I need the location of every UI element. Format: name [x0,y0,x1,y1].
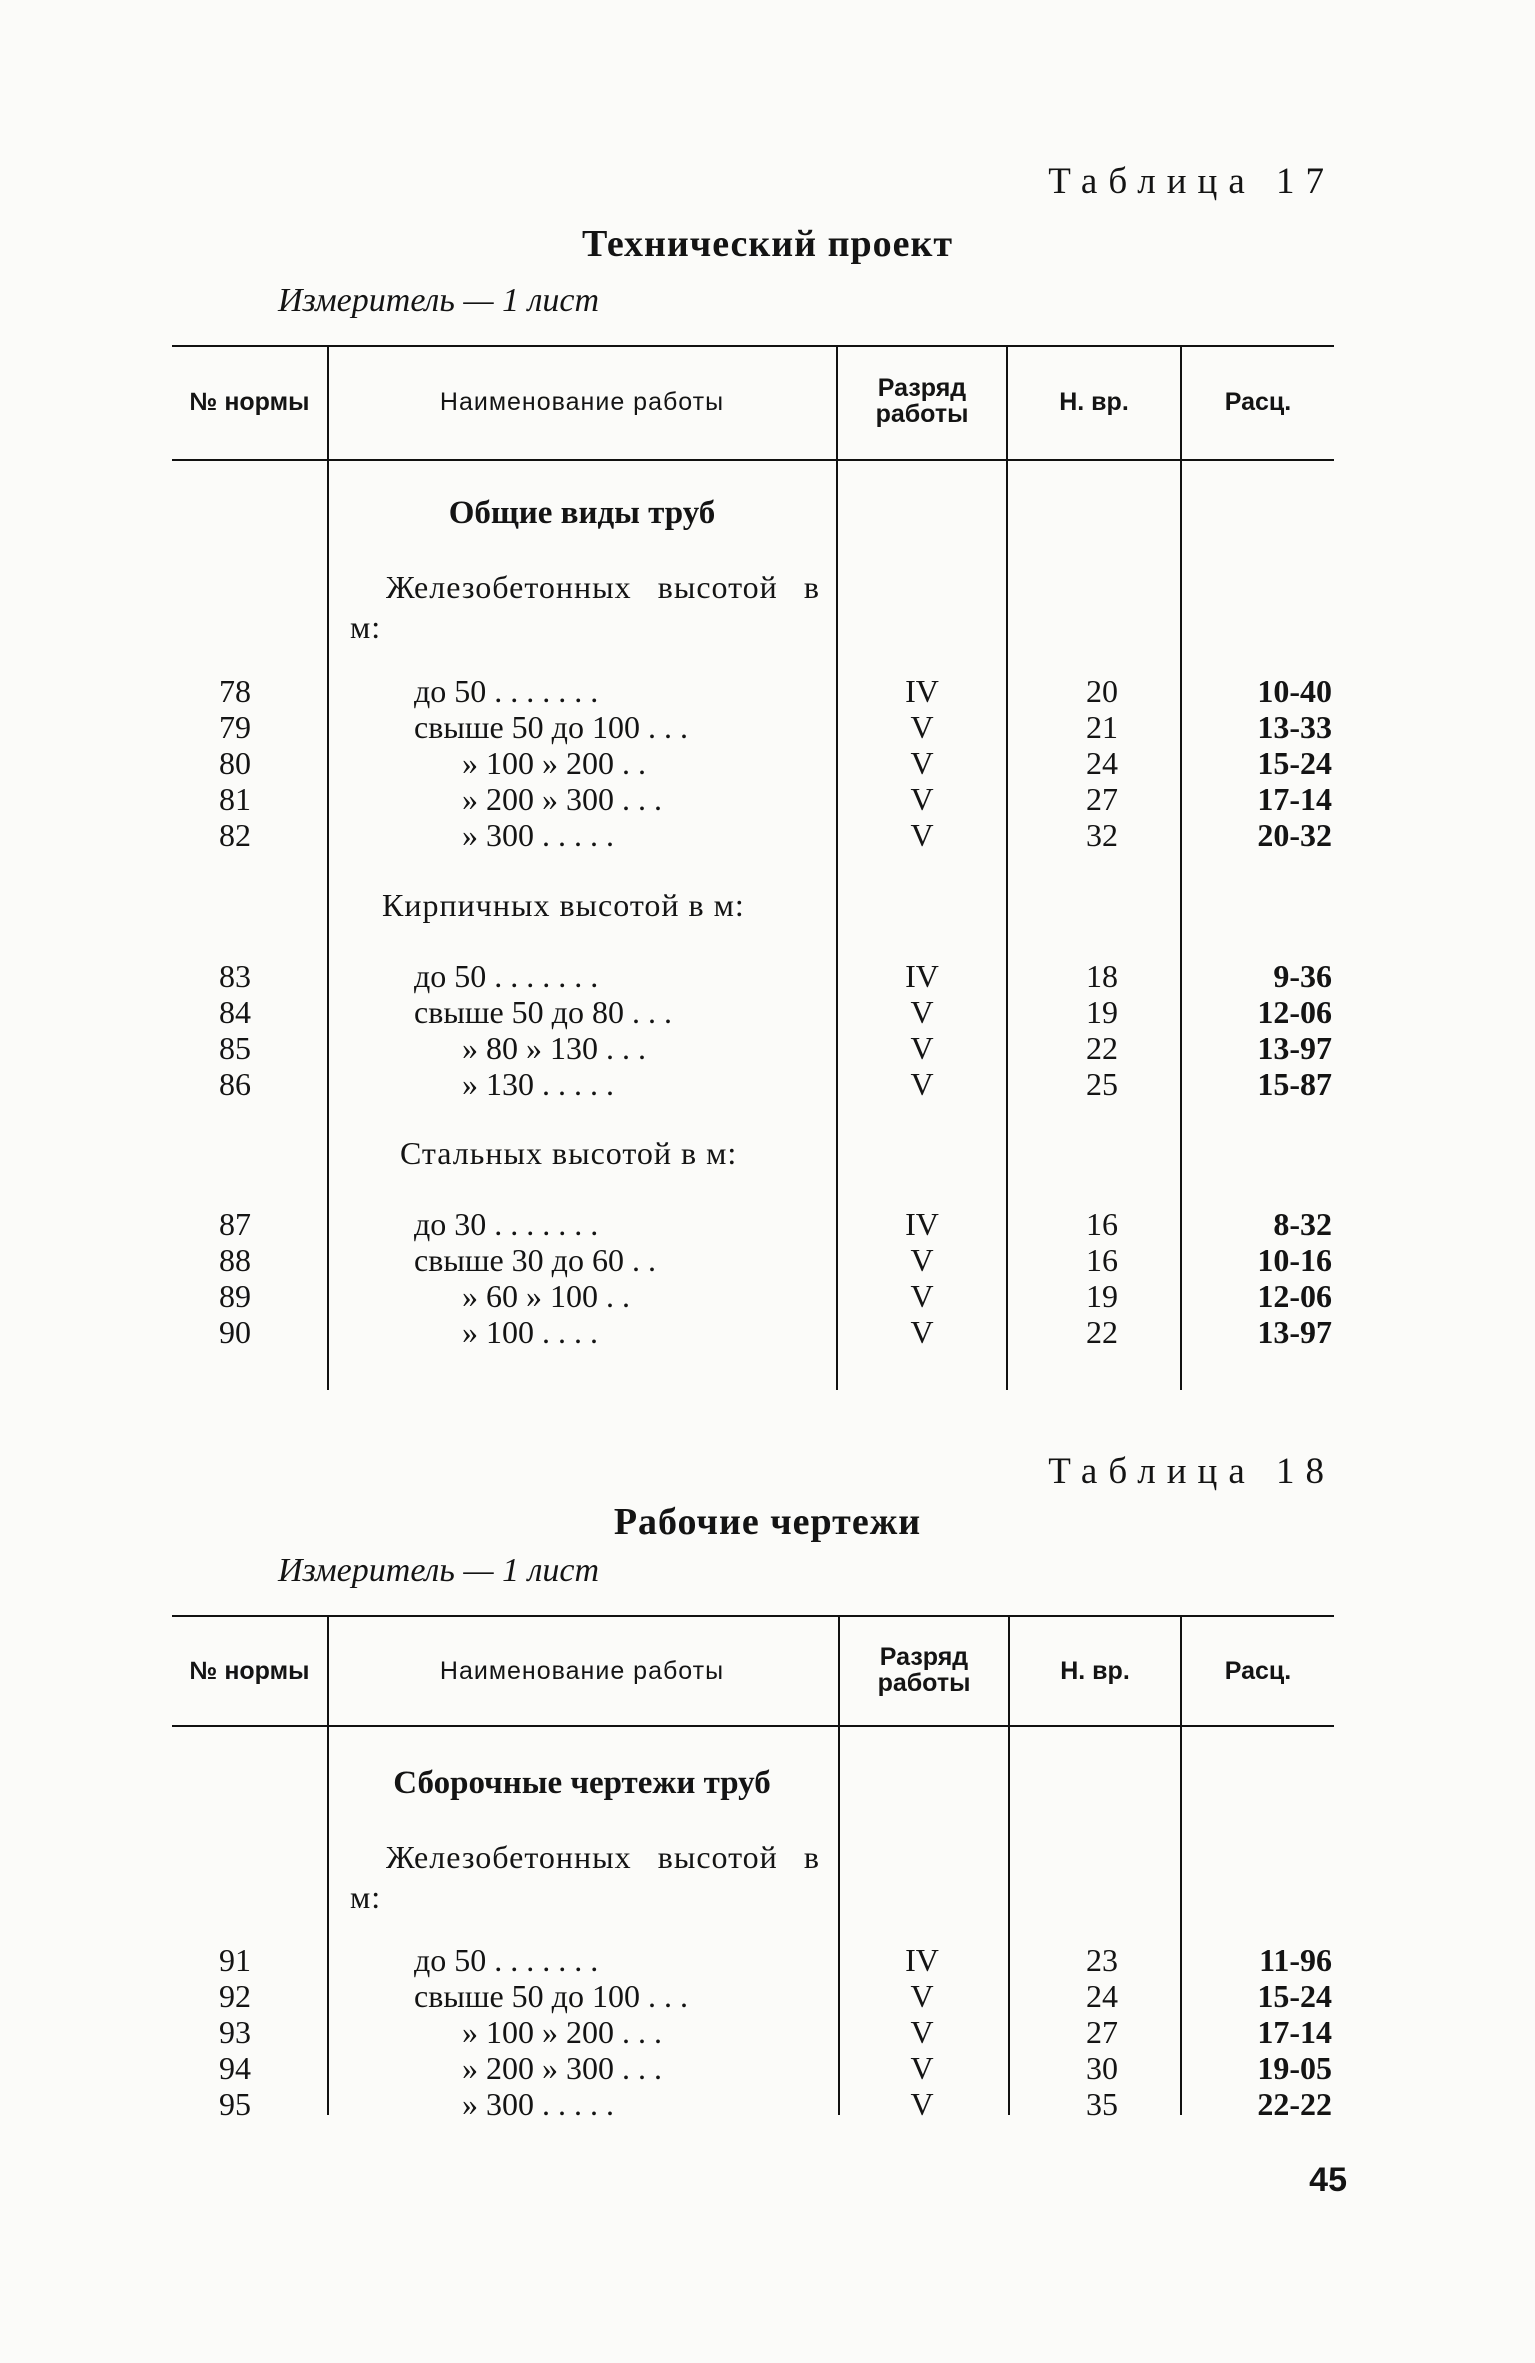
table-row [172,673,1334,709]
table-top-rule [172,345,1334,347]
header-bottom-rule [172,459,1334,461]
grade: IV [905,1206,939,1242]
table-17-caption: Таблица 17 [1048,161,1335,202]
time-norm: 19 [1086,1278,1118,1314]
grade: IV [905,958,939,994]
norm-number: 87 [219,1206,251,1242]
norm-number: 81 [219,781,251,817]
norm-number: 94 [219,2050,251,2086]
time-norm: 32 [1086,817,1118,853]
table-18-title: Рабочие чертежи [613,1501,922,1543]
rate: 12-06 [1257,1278,1332,1314]
table-18-caption: Таблица 18 [1048,1451,1335,1492]
work-name: до 50 . . . . . . . [414,1942,599,1978]
table-row [172,1314,1334,1350]
grade: V [910,1030,934,1066]
work-name: » 100 » 200 . . . [462,2014,662,2050]
grade: V [910,709,934,745]
header-time-norm: Н. вр. [1059,388,1129,416]
grade: V [910,2050,934,2086]
norm-number: 88 [219,1242,251,1278]
time-norm: 20 [1086,673,1118,709]
grade: V [910,745,934,781]
header-grade [840,1644,1008,1696]
header-grade-line2: работы [875,400,969,428]
grade: V [910,1278,934,1314]
table-top-rule [172,1615,1334,1617]
norm-number: 86 [219,1066,251,1102]
rate: 10-16 [1257,1242,1332,1278]
grade: V [910,781,934,817]
time-norm: 24 [1086,745,1118,781]
rate: 15-87 [1257,1066,1332,1102]
time-norm: 25 [1086,1066,1118,1102]
header-work-name: Наименование работы [439,388,725,416]
work-name: » 60 » 100 . . [462,1278,630,1314]
rate: 19-05 [1257,2050,1332,2086]
work-name: » 300 . . . . . [462,817,614,853]
norm-number: 82 [219,817,251,853]
norm-number: 91 [219,1942,251,1978]
work-name: » 300 . . . . . [462,2086,614,2122]
work-name: до 50 . . . . . . . [414,673,599,709]
work-name: свыше 30 до 60 . . [414,1242,656,1278]
table-18-measure: Измеритель — 1 лист [278,1552,600,1589]
grade: V [910,1066,934,1102]
table-row [172,745,1334,781]
time-norm: 18 [1086,958,1118,994]
header-norm-number: № нормы [189,1657,310,1685]
work-name: до 50 . . . . . . . [414,958,599,994]
work-name: до 30 . . . . . . . [414,1206,599,1242]
table-row [172,781,1334,817]
work-name: » 100 » 200 . . [462,745,646,781]
time-norm: 16 [1086,1242,1118,1278]
rate: 22-22 [1257,2086,1332,2122]
work-name: » 130 . . . . . [462,1066,614,1102]
subgroup-heading: Стальных высотой в м: [400,1135,738,1171]
header-grade-line1: Разряд [879,1643,969,1671]
rate: 12-06 [1257,994,1332,1030]
work-name: » 100 . . . . [462,1314,598,1350]
work-name: » 80 » 130 . . . [462,1030,646,1066]
time-norm: 22 [1086,1314,1118,1350]
table-row [172,1066,1334,1102]
rate: 17-14 [1257,781,1332,817]
rate: 20-32 [1257,817,1332,853]
time-norm: 16 [1086,1206,1118,1242]
subgroup-heading: Железобетонных высотой в м: [350,569,820,645]
header-grade-line2: работы [877,1669,971,1697]
rate: 15-24 [1257,745,1332,781]
header-time-norm: Н. вр. [1060,1657,1130,1685]
grade: V [910,1242,934,1278]
table-row [172,2014,1334,2050]
header-rate: Расц. [1224,388,1292,416]
table-row [172,1278,1334,1314]
work-name: свыше 50 до 100 . . . [414,709,688,745]
norm-number: 80 [219,745,251,781]
rate: 10-40 [1257,673,1332,709]
grade: IV [905,1942,939,1978]
header-work-name: Наименование работы [439,1657,725,1685]
norm-number: 78 [219,673,251,709]
rate: 11-96 [1259,1942,1332,1978]
work-name: » 200 » 300 . . . [462,781,662,817]
work-name: свыше 50 до 80 . . . [414,994,672,1030]
rate: 13-33 [1257,709,1332,745]
norm-number: 90 [219,1314,251,1350]
table-row [172,1978,1334,2014]
norm-number: 79 [219,709,251,745]
grade: V [910,2086,934,2122]
grade: IV [905,673,939,709]
header-bottom-rule [172,1725,1334,1727]
rate: 9-36 [1273,958,1332,994]
table-row [172,709,1334,745]
table-row [172,1942,1334,1978]
time-norm: 27 [1086,781,1118,817]
rate: 13-97 [1257,1314,1332,1350]
time-norm: 23 [1086,1942,1118,1978]
rate: 8-32 [1273,1206,1332,1242]
table-18 [172,1615,1334,2122]
norm-number: 92 [219,1978,251,2014]
table-row [172,817,1334,853]
grade: V [910,1314,934,1350]
table-row [172,1242,1334,1278]
header-rate: Расц. [1224,1657,1292,1685]
norm-number: 85 [219,1030,251,1066]
norm-number: 89 [219,1278,251,1314]
grade: V [910,1978,934,2014]
time-norm: 24 [1086,1978,1118,2014]
header-norm-number: № нормы [189,388,310,416]
time-norm: 22 [1086,1030,1118,1066]
grade: V [910,2014,934,2050]
rate: 17-14 [1257,2014,1332,2050]
subgroup-heading: Железобетонных высотой в м: [350,1839,820,1915]
norm-number: 83 [219,958,251,994]
table-17 [172,345,1334,1390]
rate: 13-97 [1257,1030,1332,1066]
time-norm: 19 [1086,994,1118,1030]
table-17-title: Технический проект [581,223,954,265]
time-norm: 30 [1086,2050,1118,2086]
time-norm: 27 [1086,2014,1118,2050]
header-grade [838,375,1006,427]
grade: V [910,817,934,853]
table-row [172,2050,1334,2086]
table-row [172,958,1334,994]
table-17-measure: Измеритель — 1 лист [278,282,600,319]
grade: V [910,994,934,1030]
group-title: Общие виды труб [448,495,716,531]
table-row [172,994,1334,1030]
rate: 15-24 [1257,1978,1332,2014]
norm-number: 84 [219,994,251,1030]
norm-number: 93 [219,2014,251,2050]
work-name: свыше 50 до 100 . . . [414,1978,688,2014]
time-norm: 35 [1086,2086,1118,2122]
header-grade-line1: Разряд [877,374,967,402]
subgroup-heading: Кирпичных высотой в м: [382,887,745,923]
norm-number: 95 [219,2086,251,2122]
table-row [172,1206,1334,1242]
work-name: » 200 » 300 . . . [462,2050,662,2086]
table-row [172,2086,1334,2122]
page-number: 45 [1309,2161,1347,2199]
table-row [172,1030,1334,1066]
time-norm: 21 [1086,709,1118,745]
group-title: Сборочные чертежи труб [393,1765,771,1801]
